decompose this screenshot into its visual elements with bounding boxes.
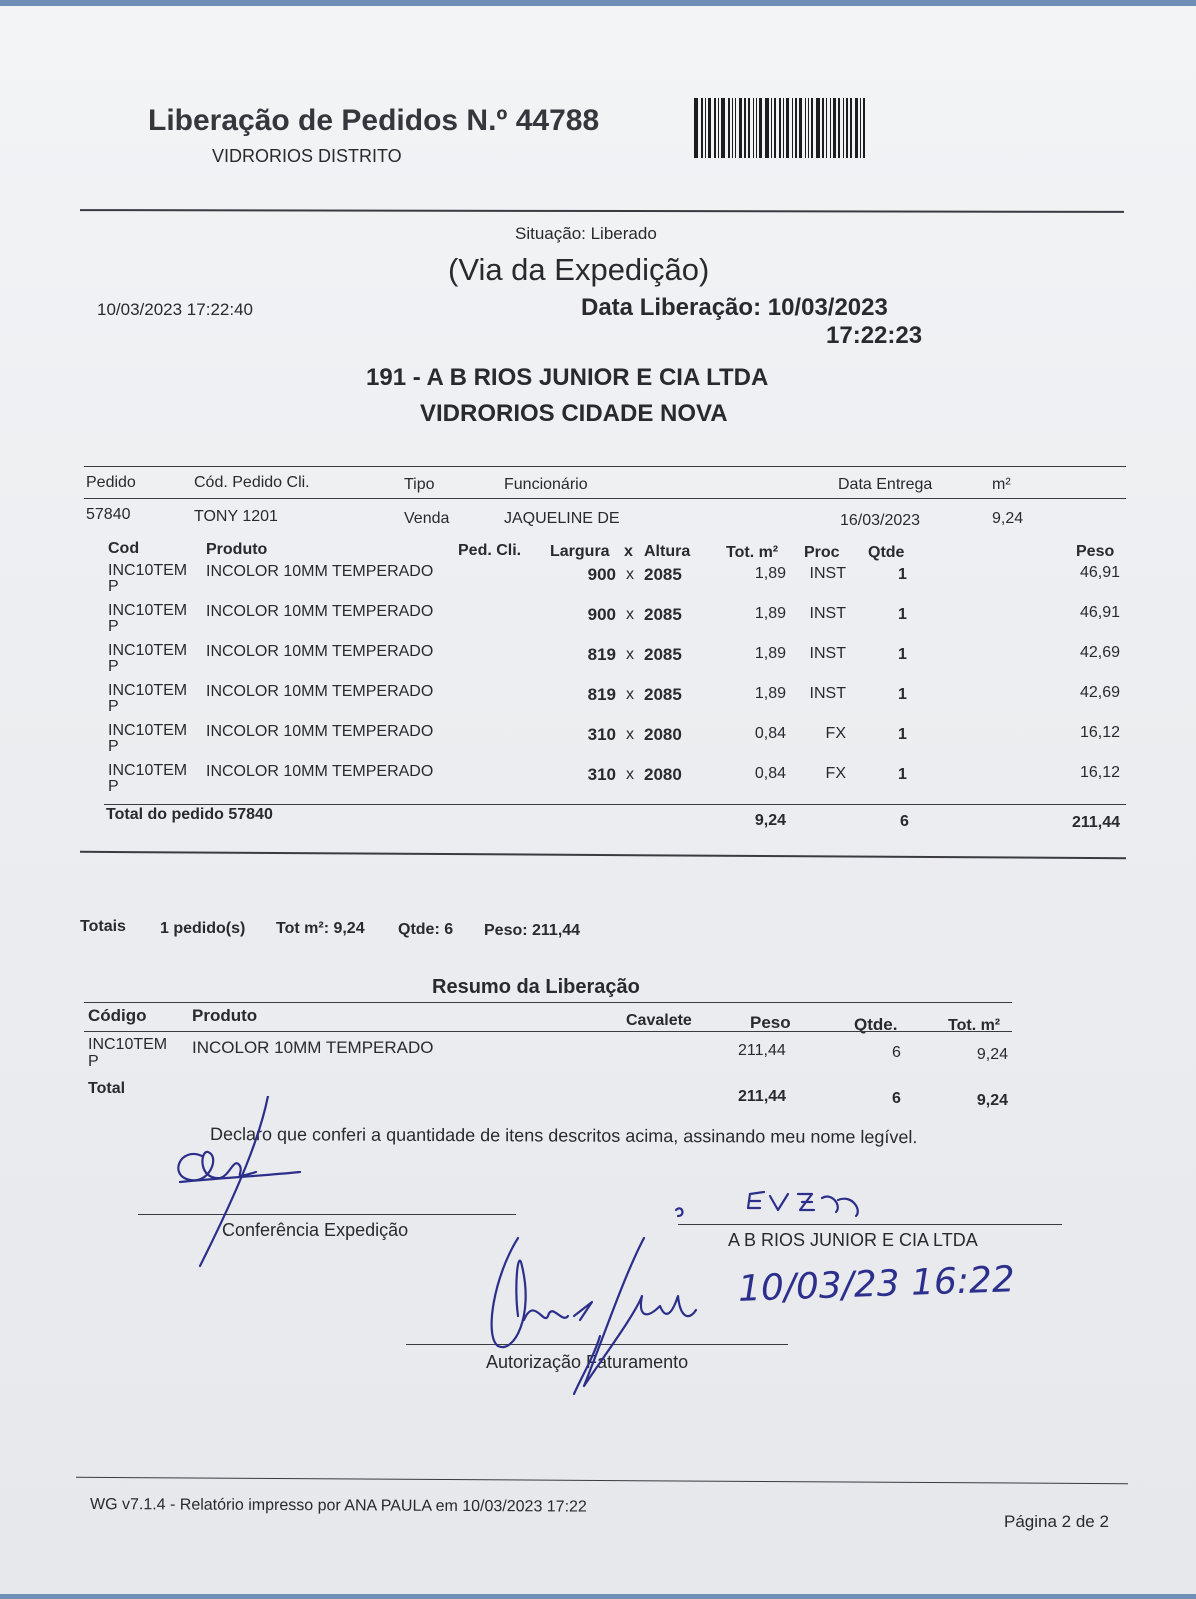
item-produto: INCOLOR 10MM TEMPERADO [206,723,434,740]
document-page [0,6,1196,1594]
barcode-bar [779,98,781,158]
item-x: x [626,686,634,703]
item-cod-part2: P [108,658,119,675]
item-produto: INCOLOR 10MM TEMPERADO [206,563,434,580]
item-largura: 900 [587,605,616,624]
table-top-line [84,466,1126,467]
client-signature-label: A B RIOS JUNIOR E CIA LTDA [728,1230,978,1250]
resumo-row-tot-m2: 9,24 [976,1046,1008,1063]
barcode-bar [795,98,797,158]
order-total-m2: 9,24 [754,812,786,829]
item-produto: INCOLOR 10MM TEMPERADO [206,763,434,780]
resumo-col-tot-m2: Tot. m² [948,1017,1001,1034]
resumo-row-peso: 211,44 [738,1042,786,1059]
totals-pedidos: 1 pedido(s) [160,920,246,937]
client-store: VIDRORIOS CIDADE NOVA [420,400,728,427]
barcode-bar [721,98,725,158]
page-number: Página 2 de 2 [1004,1512,1109,1531]
resumo-title: Resumo da Liberação [432,976,640,998]
items-col-tot-m2: Tot. m² [726,544,779,561]
resumo-row-cod-part1: INC10TEM [88,1036,168,1053]
barcode-bar [786,98,789,158]
item-cod-part1: INC10TEM [108,642,188,659]
barcode-bar [811,98,813,158]
funcionario-value: JAQUELINE DE [504,510,620,527]
barcode [694,98,880,158]
item-proc: INST [809,565,846,582]
tipo-value: Venda [404,510,450,527]
resumo-row-qtde: 6 [892,1044,901,1061]
barcode-bar [850,98,852,158]
item-cod-part1: INC10TEM [108,682,188,699]
item-qtde: 1 [898,686,907,703]
items-col-largura: Largura [550,543,610,560]
signature-conferencia [160,1096,310,1276]
item-produto: INCOLOR 10MM TEMPERADO [206,643,434,660]
item-cod-part2: P [108,698,119,715]
items-col-produto: Produto [206,541,268,558]
barcode-bar [748,98,750,158]
barcode-bar [799,98,802,158]
order-total-peso: 211,44 [1071,814,1120,831]
divider [80,209,1124,213]
resumo-total-tot-m2: 9,24 [976,1092,1008,1109]
item-qtde: 1 [898,566,907,583]
barcode-bar [838,98,840,158]
data-entrega-value: 16/03/2023 [840,512,921,529]
signature-autorizacao [474,1236,714,1396]
order-total-label: Total do pedido 57840 [106,806,273,823]
resumo-top-line [84,1002,1012,1003]
item-altura: 2085 [644,605,682,624]
resumo-total-qtde: 6 [892,1090,901,1107]
item-peso: 16,12 [1079,724,1120,741]
autorizacao-label: Autorização Faturamento [486,1352,689,1372]
barcode-bar [855,98,858,158]
items-col-ped-cli: Ped. Cli. [458,542,522,559]
via-label: (Via da Expedição) [448,252,710,287]
item-x: x [626,726,634,743]
items-col-altura: Altura [644,543,691,560]
item-proc: INST [809,645,846,662]
col-pedido: Pedido [86,474,136,491]
barcode-bar [714,98,716,158]
barcode-bar [708,98,711,158]
resumo-col-cavalete: Cavalete [626,1012,692,1029]
item-qtde: 1 [898,646,907,663]
item-altura: 2085 [644,685,682,704]
items-col-peso: Peso [1076,543,1115,560]
handwritten-date: 10/03/23 16:22 [737,1259,1016,1310]
resumo-total-peso: 211,44 [738,1088,787,1105]
item-proc: INST [809,685,846,702]
col-cod-pedido-cli: Cód. Pedido Cli. [194,474,310,491]
col-tipo: Tipo [404,476,435,493]
item-proc: FX [825,765,846,782]
footer-line [76,1477,1128,1484]
printed-at: 10/03/2023 17:22:40 [97,300,253,319]
barcode-bar [808,98,809,158]
barcode-bar [765,98,769,158]
table-header-line [84,498,1126,499]
item-tot-m2: 1,89 [754,605,786,622]
declaration-text: Declaro que conferi a quantidade de itens descritos acima, assinando meu nome legível. [209,1124,918,1148]
item-cod-part2: P [108,578,119,595]
signature-client [672,1186,902,1226]
item-qtde: 1 [898,606,907,623]
barcode-bar [728,98,730,158]
totals-m2: Tot m²: 9,24 [276,920,365,937]
barcode-bar [805,98,806,158]
resumo-total-label: Total [88,1080,126,1097]
totals-peso: Peso: 211,44 [484,922,581,939]
divider [80,851,1126,859]
situacao: Situação: Liberado [515,224,657,243]
barcode-bar [826,98,827,158]
item-tot-m2: 1,89 [754,565,786,582]
item-tot-m2: 0,84 [754,725,786,742]
barcode-bar [860,98,861,158]
col-m2: m² [992,476,1011,493]
item-cod-part2: P [108,618,119,635]
barcode-bar [816,98,820,158]
cod-pedido-cli-value: TONY 1201 [194,508,278,525]
barcode-bar [833,98,836,158]
barcode-bar [753,98,754,158]
barcode-bar [756,98,757,158]
barcode-bar [792,98,793,158]
pedido-value: 57840 [86,506,131,523]
item-peso: 46,91 [1079,564,1120,581]
item-peso: 42,69 [1079,644,1120,661]
item-largura: 310 [587,725,616,744]
item-peso: 46,91 [1079,604,1120,621]
barcode-bar [843,98,844,158]
totals-qtde: Qtde: 6 [398,921,454,938]
conferencia-label: Conferência Expedição [222,1220,409,1240]
barcode-bar [759,98,762,158]
item-largura: 310 [587,765,616,784]
items-col-cod: Cod [108,540,140,557]
item-altura: 2085 [644,645,682,664]
order-total-qtde: 6 [900,813,909,830]
item-cod-part2: P [108,738,119,755]
item-peso: 42,69 [1079,684,1120,701]
resumo-col-qtde: Qtde. [854,1015,898,1034]
item-qtde: 1 [898,726,907,743]
resumo-row-cod-part2: P [88,1053,99,1070]
col-funcionario: Funcionário [504,476,588,493]
item-tot-m2: 0,84 [754,765,786,782]
data-liberacao-time: 17:22:23 [826,322,923,349]
item-tot-m2: 1,89 [754,685,786,702]
item-x: x [626,606,634,623]
barcode-bar [846,98,848,158]
totals-label: Totais [80,918,126,935]
item-tot-m2: 1,89 [754,645,786,662]
item-largura: 819 [587,645,616,664]
item-x: x [626,646,634,663]
resumo-row-codigo [88,1036,167,1070]
item-largura: 819 [587,685,616,704]
barcode-bar [735,98,736,158]
footer-printed-by: WG v7.1.4 - Relatório impresso por ANA PAULA em 10/03/2023 17:22 [89,1496,587,1516]
item-altura: 2085 [644,565,682,584]
resumo-col-peso: Peso [750,1013,791,1032]
document-title: Liberação de Pedidos N.º 44788 [148,104,600,137]
item-cod-part2: P [108,778,119,795]
barcode-bar [744,98,746,158]
client-name: 191 - A B RIOS JUNIOR E CIA LTDA [366,364,769,391]
item-largura: 900 [587,565,616,584]
item-produto: INCOLOR 10MM TEMPERADO [206,683,434,700]
barcode-bar [694,98,698,158]
total-line [104,804,1126,805]
col-data-entrega: Data Entrega [838,476,933,493]
item-peso: 16,12 [1079,764,1120,781]
items-col-proc: Proc [804,544,840,561]
barcode-bar [774,98,776,158]
data-liberacao: Data Liberação: 10/03/2023 [581,294,888,321]
item-x: x [626,766,634,783]
item-altura: 2080 [644,725,682,744]
item-produto: INCOLOR 10MM TEMPERADO [206,603,434,620]
m2-value: 9,24 [992,510,1024,527]
item-cod-part1: INC10TEM [108,762,188,779]
resumo-col-codigo: Código [88,1006,147,1025]
item-cod-part1: INC10TEM [108,562,188,579]
item-cod-part1: INC10TEM [108,602,188,619]
item-cod-part1: INC10TEM [108,722,188,739]
company-name: VIDRORIOS DISTRITO [212,146,402,166]
barcode-bar [830,98,831,158]
item-altura: 2080 [644,765,682,784]
resumo-col-produto: Produto [192,1006,258,1025]
barcode-bar [701,98,703,158]
barcode-bar [783,98,784,158]
item-proc: FX [825,725,846,742]
barcode-bar [771,98,772,158]
barcode-bar [705,98,706,158]
barcode-bar [739,98,742,158]
items-col-qtde: Qtde [868,544,905,561]
item-proc: INST [809,605,846,622]
barcode-bar [718,98,719,158]
item-qtde: 1 [898,766,907,783]
resumo-header-line [84,1031,1012,1032]
barcode-bar [863,98,865,158]
item-x: x [626,566,634,583]
resumo-row-produto: INCOLOR 10MM TEMPERADO [192,1038,434,1057]
items-col-x: x [624,543,633,560]
barcode-bar [732,98,733,158]
barcode-bar [822,98,824,158]
